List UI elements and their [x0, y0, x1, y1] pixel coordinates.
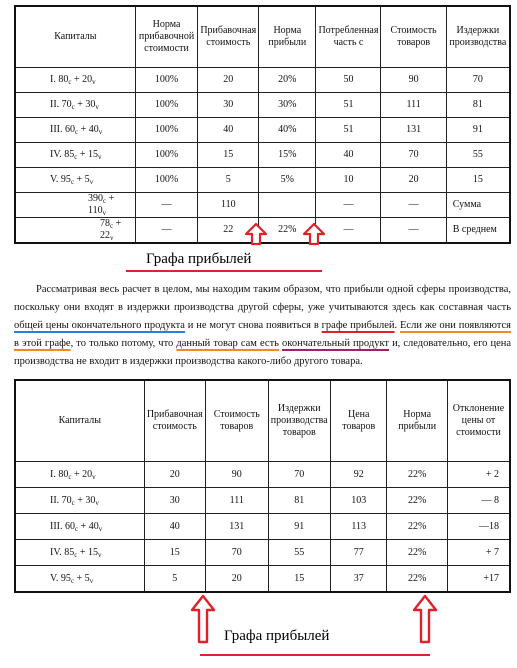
col-header: Норма прибавочной стоимости: [135, 6, 198, 68]
table-cell: [259, 193, 316, 218]
capital-cell: III. $60_c + 40_v$: [15, 118, 135, 143]
col-header: Капиталы: [15, 6, 135, 68]
table-cell: 15: [268, 566, 330, 593]
table-cell: 37: [330, 566, 386, 593]
profit-column-caption: Графа прибылей: [146, 251, 252, 267]
table-cell: 70: [381, 143, 446, 168]
table-cell: 22%: [387, 462, 448, 488]
table-cell: 20: [198, 68, 259, 93]
table-cell: 77: [330, 540, 386, 566]
red-arrow-up-icon: [190, 594, 216, 644]
table-cell: 20: [381, 168, 446, 193]
table-cell: 81: [446, 93, 510, 118]
table-cell: 70: [268, 462, 330, 488]
red-arrow-up-icon: [244, 222, 268, 246]
table-row: [15, 93, 510, 118]
table-cell: 100%: [135, 93, 198, 118]
table-cell: 91: [268, 514, 330, 540]
table-cell: 22%: [387, 488, 448, 514]
table-cell: 15: [144, 540, 205, 566]
capital-cell: V. $95_c + 5_v$: [15, 566, 144, 593]
table-cell: 51: [316, 118, 381, 143]
col-header: Отклонение цены от стоимости: [447, 380, 510, 462]
table-cell: 100%: [135, 143, 198, 168]
highlight-if-they-appear: Если же они появляются в этой графе: [14, 320, 512, 349]
table-cell: 100%: [135, 68, 198, 93]
table-cell: 30: [198, 93, 259, 118]
table-cell: 92: [330, 462, 386, 488]
capital-cell: I. $80_c + 20_v$: [15, 462, 144, 488]
col-header: Издержки производства товаров: [268, 380, 330, 462]
table-cell: 81: [268, 488, 330, 514]
body-paragraph: Рассматривая весь расчет в целом, мы находим таким образом, что прибыли одной сферы производства, поскольку они входят в издержки производства другой сферы, уже учитываются здесь как составная часть общей цены окончательного продукта и не могут снова появиться в графе прибылей. Если же они появляются в этой графе, то только потому, что данный товар сам есть окончательный продукт и, следовательно, его цена производства не входит в издержки производства какого-либо другого товара.: [14, 284, 512, 367]
highlight-final-product: окончательный продукт: [282, 338, 389, 349]
table-cell: 20: [205, 566, 268, 593]
table-cell: 15: [198, 143, 259, 168]
capital-cell: IV. $85_c + 15_v$: [15, 143, 135, 168]
table-cell: 5: [198, 168, 259, 193]
col-header: Капиталы: [15, 380, 144, 462]
red-arrow-up-icon: [412, 594, 438, 644]
table-cell: 40: [316, 143, 381, 168]
table-header-row: [15, 380, 510, 462]
table-cell: 110: [198, 193, 259, 218]
table-cell: —: [135, 193, 198, 218]
col-header: Норма прибыли: [387, 380, 448, 462]
table-cell: —18: [447, 514, 510, 540]
capital-cell: I. $80_c + 20_v$: [15, 68, 135, 93]
table-row: [15, 193, 510, 218]
table-cell: 15%: [259, 143, 316, 168]
col-header: Норма прибыли: [259, 6, 316, 68]
table-cell: 91: [446, 118, 510, 143]
col-header: Прибавочная стоимость: [198, 6, 259, 68]
table-cell: 22%: [387, 514, 448, 540]
table-cell: 10: [316, 168, 381, 193]
table-header-row: [15, 6, 510, 68]
table-cell: 70: [446, 68, 510, 93]
caption-underline: [126, 270, 322, 272]
table-cell: 20%: [259, 68, 316, 93]
table-cell: —: [381, 193, 446, 218]
table-cell: 70: [205, 540, 268, 566]
table-row: [15, 462, 510, 488]
table-cell: 100%: [135, 118, 198, 143]
table-cell: —: [135, 218, 198, 244]
table-row: [15, 566, 510, 593]
capital-cell: $78_c + 22_v$: [15, 218, 135, 244]
col-header: Стоимость товаров: [205, 380, 268, 462]
table-cell: 22%: [387, 566, 448, 593]
table-cell: —: [381, 218, 446, 244]
capital-cell: II. $70_c + 30_v$: [15, 93, 135, 118]
table-cell: В среднем: [446, 218, 510, 244]
table-cell: 90: [381, 68, 446, 93]
profit-table-1: [14, 5, 511, 244]
table-cell: Сумма: [446, 193, 510, 218]
profit-column-caption: Графа прибылей: [224, 628, 330, 644]
table-cell: 30%: [259, 93, 316, 118]
table-cell: 131: [205, 514, 268, 540]
table-row: [15, 68, 510, 93]
table-cell: 40: [144, 514, 205, 540]
table-row: [15, 118, 510, 143]
table-row: [15, 514, 510, 540]
table-cell: 22: [198, 218, 259, 244]
table-cell: 100%: [135, 168, 198, 193]
table-cell: 40%: [259, 118, 316, 143]
table-cell: 111: [205, 488, 268, 514]
capital-cell: II. $70_c + 30_v$: [15, 488, 144, 514]
col-header: Цена товаров: [330, 380, 386, 462]
table-cell: 55: [446, 143, 510, 168]
table-cell: 5: [144, 566, 205, 593]
capital-cell: V. $95_c + 5_v$: [15, 168, 135, 193]
table-cell: 15: [446, 168, 510, 193]
table-row: [15, 143, 510, 168]
table-cell: —: [316, 193, 381, 218]
highlight-this-commodity: данный товар сам есть: [176, 338, 279, 349]
table-cell: 131: [381, 118, 446, 143]
table-cell: +17: [447, 566, 510, 593]
table-cell: 40: [198, 118, 259, 143]
table-cell: 113: [330, 514, 386, 540]
table-cell: — 8: [447, 488, 510, 514]
table-cell: 30: [144, 488, 205, 514]
table-cell: 51: [316, 93, 381, 118]
table-cell: + 2: [447, 462, 510, 488]
col-header: Стоимость товаров: [381, 6, 446, 68]
table-row: [15, 488, 510, 514]
col-header: Прибавочная стоимость: [144, 380, 205, 462]
table-cell: 5%: [259, 168, 316, 193]
capital-cell: $390_c + 110_v$: [15, 193, 135, 218]
table-cell: —: [316, 218, 381, 244]
red-arrow-up-icon: [302, 222, 326, 246]
table-row: [15, 168, 510, 193]
table-cell: + 7: [447, 540, 510, 566]
table-row: [15, 540, 510, 566]
table-cell: 50: [316, 68, 381, 93]
table-cell: 22%: [387, 540, 448, 566]
table-cell: 111: [381, 93, 446, 118]
table-cell: 103: [330, 488, 386, 514]
col-header: Потребленная часть с: [316, 6, 381, 68]
table-cell: 90: [205, 462, 268, 488]
highlight-profit-column: графе прибылей: [321, 320, 395, 331]
capital-cell: III. $60_c + 40_v$: [15, 514, 144, 540]
col-header: Издержки производства: [446, 6, 510, 68]
table-cell: 20: [144, 462, 205, 488]
capital-cell: IV. $85_c + 15_v$: [15, 540, 144, 566]
highlight-final-product-price: общей цены окончательного продукта: [14, 320, 185, 331]
table-cell: 22%: [259, 218, 316, 244]
profit-table-2: [14, 379, 511, 593]
table-cell: 55: [268, 540, 330, 566]
caption-underline: [200, 654, 430, 656]
